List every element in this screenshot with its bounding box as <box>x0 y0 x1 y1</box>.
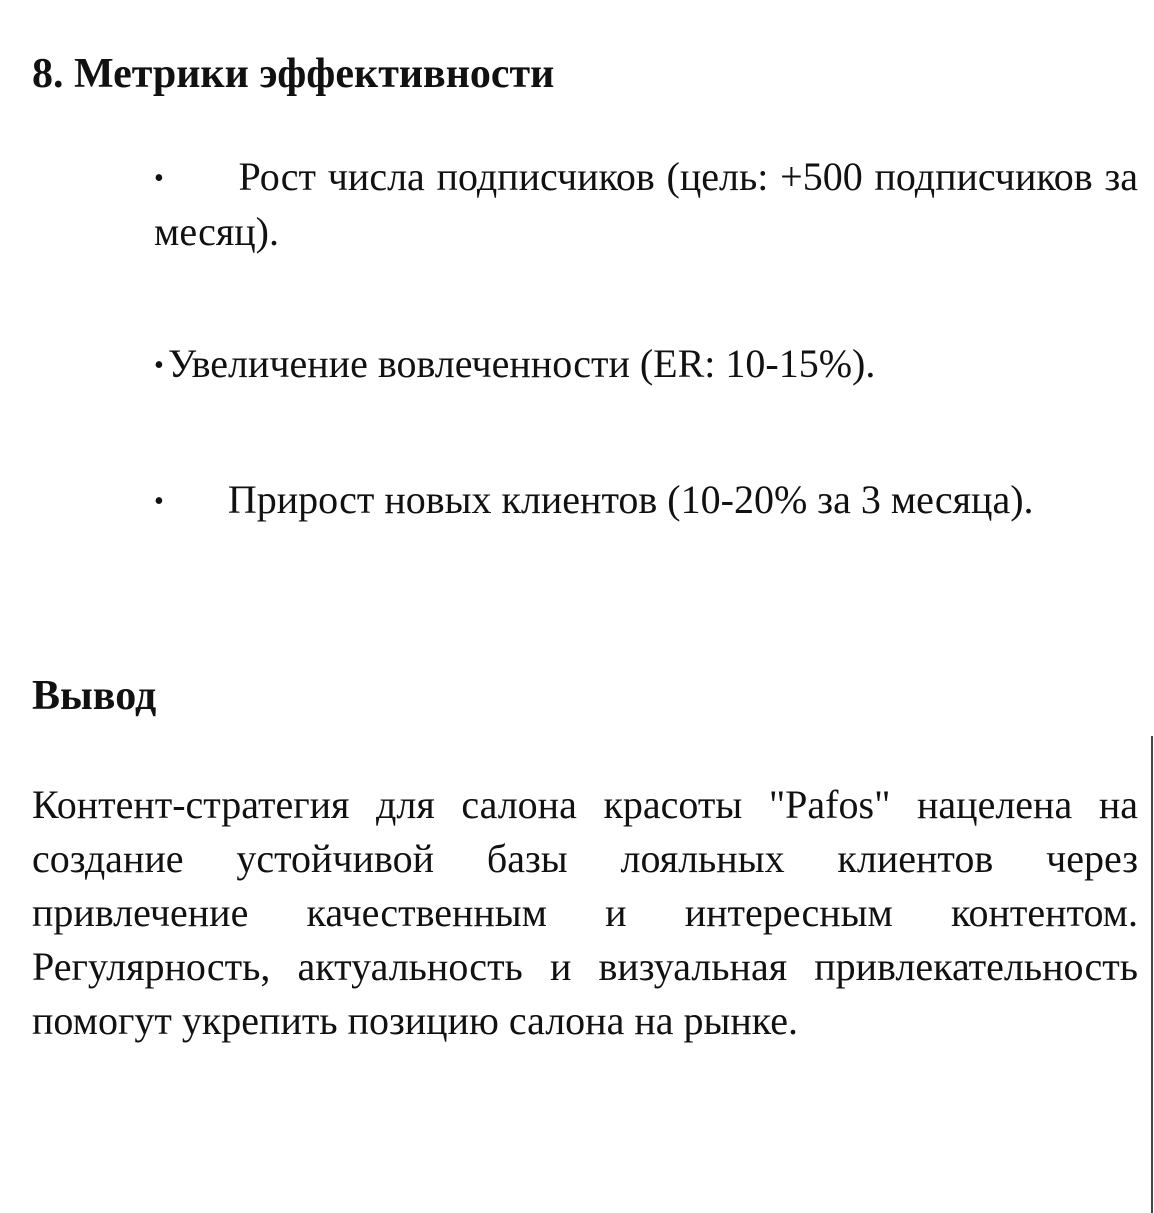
metric-text: Рост числа подписчиков (цель: +500 подписчиков за месяц). <box>154 154 1138 254</box>
bullet-icon: • <box>154 163 164 194</box>
page-edge-divider <box>1151 736 1153 1213</box>
metric-text: Прирост новых клиентов (10-20% за 3 месяца). <box>227 477 1034 522</box>
conclusion-paragraph: Контент-стратегия для салона красоты "Pafos" нацелена на создание устойчивой базы лояльных клиентов через привлечение качественным и интересным контентом. Регулярность, актуальность и визуальная привлекательность помогут укрепить позицию салона на рынке. <box>32 782 1138 1043</box>
bullet-icon: • <box>154 350 164 381</box>
conclusion-title: Вывод <box>32 673 157 719</box>
list-item <box>154 337 1138 392</box>
bullet-icon: • <box>154 486 164 517</box>
metric-text: Увеличение вовлеченности (ER: 10-15%). <box>167 341 876 386</box>
list-item <box>154 473 1138 528</box>
list-item <box>154 150 1138 258</box>
section-title: 8. Метрики эффективности <box>32 51 555 97</box>
